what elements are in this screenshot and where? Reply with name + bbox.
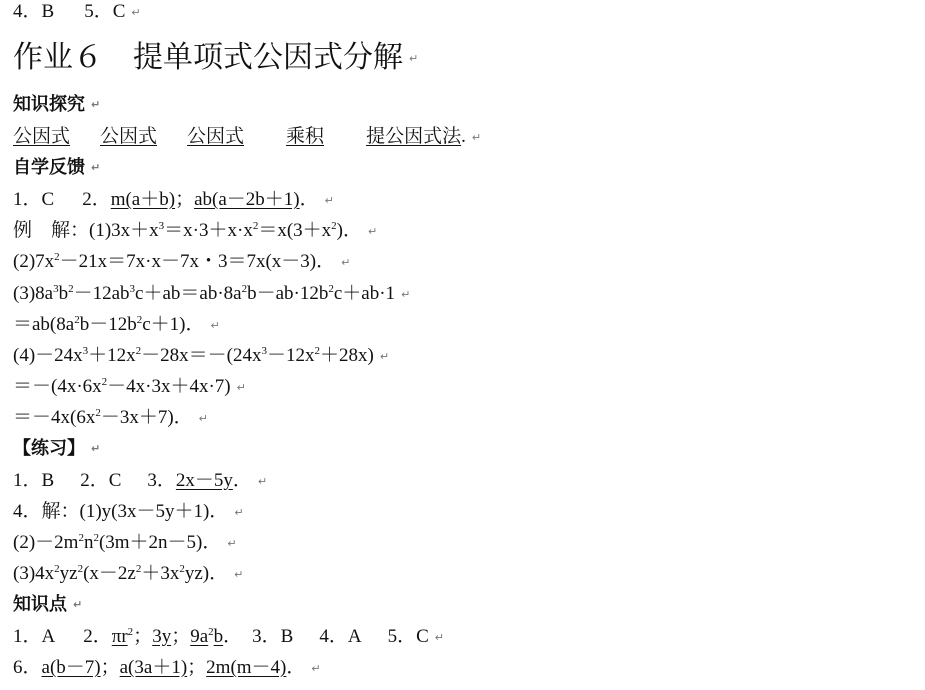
fill-blank-line [13,125,481,150]
heading-text: 【练习】 [13,438,85,459]
example-label: 例 解： [13,220,90,241]
paragraph-mark: ↵ [131,5,141,19]
period: ． [232,470,252,491]
paragraph-mark: ↵ [210,318,220,332]
math-text: ＋12x [88,345,136,366]
math-text: －3x＋7)． [100,407,193,428]
separator: ； [100,657,120,678]
example-line-4c [13,406,208,431]
exponent: 2 [77,563,84,575]
practice-line-1 [13,469,267,494]
paragraph-mark: ↵ [409,52,419,65]
section-heading-explore [13,93,100,117]
separator: ； [133,626,153,647]
answer-2-label: 2． [82,189,111,210]
paragraph-mark: ↵ [341,255,351,269]
math-text: (1)3x＋x [89,220,159,241]
math-text: －12ab [73,283,130,304]
paragraph-mark: ↵ [91,442,101,455]
math-text: 4．解：(1)y(3x－5y＋1)． [13,501,229,522]
exponent: 2 [54,251,60,263]
exponent: 2 [93,532,99,544]
paragraph-mark: ↵ [324,193,334,207]
math-text: b [58,283,69,304]
exponent: 3 [129,283,136,295]
paragraph-mark: ↵ [198,411,208,425]
fill-answer-5: 提公因式法 [366,126,462,147]
fill-answer-3: 公因式 [187,126,245,147]
math-text: ＝－(4x·6x [13,376,102,397]
example-line-4b [13,375,246,400]
math-text: －12x [267,345,315,366]
math-text: (3m＋2n－5)． [98,532,222,553]
exponent: 2 [328,283,334,295]
math-text: (x－2z [83,563,136,584]
math-text: ＝x·3＋x·x [164,220,253,241]
separator: ； [175,189,195,210]
separator: ； [171,626,191,647]
answer-2b: 3y [152,626,172,647]
exponent: 2 [74,314,80,326]
exponent: 3 [82,345,89,357]
answer-5: 5．C [387,626,429,647]
feedback-line-1 [13,188,334,213]
period: . [461,126,466,147]
math-text: b－12b [79,314,137,335]
exponent: 2 [95,407,101,419]
answer-4: 4．B [13,1,55,22]
practice-line-4b [13,531,237,556]
title-text: 作业６ 提单项式公因式分解 [13,40,403,75]
math-text: ＋28x) [320,345,374,366]
math-text: －21x＝7x·x－7x・3＝7x(x－3)． [59,251,336,272]
fill-answer-4: 乘积 [286,126,325,147]
math-text: ＝ab(8a [13,314,75,335]
answer-1: 1．C [13,189,55,210]
section-heading-feedback [13,156,100,180]
points-line-6 [13,656,321,681]
practice-line-4c [13,562,243,587]
answer-3: 2x－5y [175,470,233,491]
exponent: 2 [314,345,321,357]
math-text: c＋ab＝ab·8a [135,283,242,304]
practice-line-4 [13,500,244,525]
math-text: (3)8a [13,283,54,304]
math-text: ＋3x [141,563,180,584]
answer-6-label: 6． [13,657,42,678]
exponent: 2 [68,283,74,295]
math-text: b－ab·12b [247,283,329,304]
exponent: 2 [136,314,143,326]
answer-5: 5．C [84,1,126,22]
paragraph-mark: ↵ [379,349,390,363]
section-heading-points [13,593,82,617]
page-title [13,40,418,77]
example-line-2 [13,250,350,275]
math-text: n [83,532,94,553]
math-text: yz [59,563,78,584]
exponent: 2 [78,532,84,544]
math-text: c＋1)． [142,314,205,335]
exponent: 3 [261,345,267,357]
math-text: (2)7x [13,251,55,272]
paragraph-mark: ↵ [227,536,237,550]
paragraph-mark: ↵ [471,130,482,144]
math-text: yz)． [184,563,229,584]
math-text: ＝x(3＋x [258,220,332,241]
period: ． [299,189,319,210]
answer-1: 1．B [13,470,55,491]
heading-text: 知识探究 [13,94,85,115]
points-line-1 [13,625,444,650]
answer-6b: a(3a＋1) [119,657,188,678]
answer-2: 2．C [80,470,122,491]
heading-text: 自学反馈 [13,157,85,178]
answer-2b: ab(a－2b＋1) [194,189,300,210]
paragraph-mark: ↵ [236,380,246,394]
paragraph-mark: ↵ [234,505,244,519]
math-text: (2)－2m [13,532,79,553]
exponent: 2 [179,563,185,575]
exponent: 2 [331,220,337,232]
exponent: 2 [127,626,134,638]
exponent: 3 [53,283,59,295]
answer-1: 1．A [13,626,56,647]
answer-4: 4．A [319,626,362,647]
answer-2c-tail: b [213,626,224,647]
fill-answer-1: 公因式 [13,126,71,147]
math-text: －28x＝－(24x [141,345,262,366]
paragraph-mark: ↵ [311,661,321,675]
answer-3: 3．B [252,626,294,647]
section-heading-practice [13,437,100,461]
math-text: (3)4x [13,563,55,584]
paragraph-mark: ↵ [234,567,244,581]
math-text: －4x·3x＋4x·7) [107,376,231,397]
answer-2c: 9a [190,626,209,647]
answer-2a: πr [111,626,128,647]
paragraph-mark: ↵ [434,630,444,644]
answer-6a: a(b－7) [41,657,101,678]
exponent: 3 [158,220,165,232]
exponent: 2 [135,345,142,357]
fill-answer-2: 公因式 [100,126,158,147]
exponent: 2 [241,283,248,295]
answer-6c: 2m(m－4) [206,657,287,678]
period: ． [223,626,243,647]
exponent: 2 [252,220,259,232]
paragraph-mark: ↵ [367,224,378,238]
exponent: 2 [135,563,142,575]
math-text: (4)－24x [13,345,83,366]
example-line-1 [13,219,377,244]
answer-2-label: 2． [83,626,112,647]
paragraph-mark: ↵ [91,161,101,174]
separator: ； [187,657,207,678]
answer-3-label: 3． [147,470,176,491]
paragraph-mark: ↵ [91,98,101,111]
exponent: 2 [101,376,108,388]
math-text: c＋ab·1 [333,283,396,304]
period: ． [286,657,306,678]
example-line-4 [13,344,389,369]
answer-2a: m(a＋b) [110,189,176,210]
answer-line-top [13,0,141,25]
math-text: ＝－4x(6x [13,407,96,428]
exponent: 2 [208,626,214,638]
paragraph-mark: ↵ [401,287,411,301]
exponent: 2 [54,563,60,575]
math-text: )． [336,220,362,241]
heading-text: 知识点 [13,594,67,615]
paragraph-mark: ↵ [73,598,83,611]
paragraph-mark: ↵ [257,474,268,488]
example-line-3b [13,313,220,338]
example-line-3 [13,282,410,307]
